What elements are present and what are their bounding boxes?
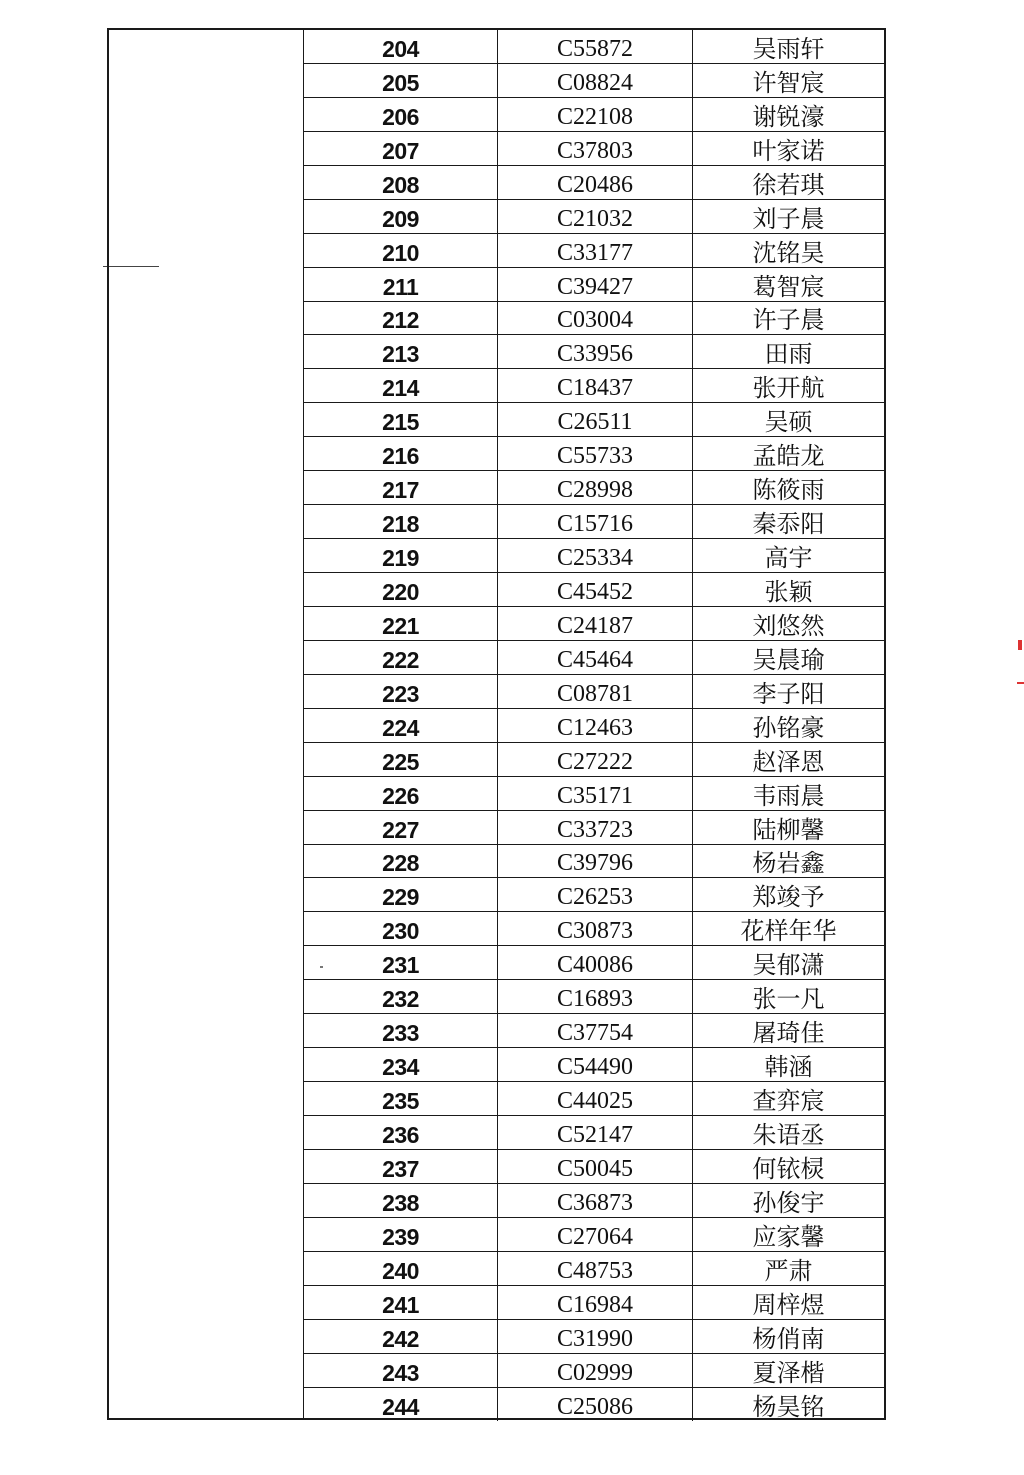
student-name: 张开航	[752, 374, 825, 403]
table-row	[304, 1218, 884, 1252]
student-name: 孙俊宇	[752, 1188, 825, 1217]
student-name: 夏泽楷	[752, 1358, 825, 1387]
row-number: 237	[304, 1150, 498, 1183]
row-number: 239	[304, 1218, 498, 1251]
table-row	[304, 64, 884, 98]
student-name: 严肃	[764, 1256, 813, 1285]
student-name: 叶家诺	[752, 136, 825, 165]
table-row	[304, 200, 884, 234]
student-name: 吴硕	[764, 408, 813, 437]
roster-table	[107, 28, 886, 1420]
row-number: 223	[304, 675, 498, 708]
student-code: C26253	[498, 878, 693, 911]
student-code: C48753	[498, 1252, 693, 1285]
student-code: C26511	[498, 403, 693, 436]
row-number: 236	[304, 1116, 498, 1149]
table-row	[304, 98, 884, 132]
row-number: 205	[304, 64, 498, 97]
student-code: C33956	[498, 335, 693, 368]
student-code: C25334	[498, 539, 693, 572]
student-name: 杨俏南	[752, 1324, 825, 1353]
student-name: 杨岩鑫	[752, 849, 825, 878]
row-number: 243	[304, 1354, 498, 1387]
table-row	[304, 403, 884, 437]
student-code: C27222	[498, 743, 693, 776]
student-name: 孟皓龙	[752, 442, 825, 471]
row-number: 244	[304, 1388, 498, 1422]
row-number: 215	[304, 403, 498, 436]
student-name: 张一凡	[752, 985, 825, 1014]
student-code: C55872	[498, 30, 693, 63]
student-name: 周梓煜	[752, 1290, 825, 1319]
row-number: 212	[304, 302, 498, 335]
scan-mark-red	[1017, 682, 1024, 684]
student-name: 杨昊铭	[752, 1393, 825, 1422]
student-name: 田雨	[764, 340, 813, 369]
student-name: 沈铭昊	[752, 238, 825, 267]
row-number: 234	[304, 1048, 498, 1081]
table-row	[304, 335, 884, 369]
student-name: 何铱棂	[752, 1154, 825, 1183]
student-name: 朱语丞	[752, 1120, 825, 1149]
student-name: 李子阳	[752, 679, 825, 708]
student-code: C25086	[498, 1388, 693, 1422]
table-row	[304, 30, 884, 64]
table-row	[304, 946, 884, 980]
student-name: 赵泽恩	[752, 747, 825, 776]
table-row	[304, 539, 884, 573]
student-code: C37754	[498, 1014, 693, 1047]
row-number: 211	[304, 268, 498, 301]
student-code: C36873	[498, 1184, 693, 1217]
table-row	[304, 1014, 884, 1048]
table-row	[304, 234, 884, 268]
student-name: 谢锐濠	[752, 102, 825, 131]
row-number: 221	[304, 607, 498, 640]
student-code: C18437	[498, 369, 693, 402]
row-number: 226	[304, 777, 498, 810]
student-name: 花样年华	[740, 917, 837, 946]
table-row	[304, 675, 884, 709]
table-row	[304, 166, 884, 200]
table-row	[304, 1286, 884, 1320]
student-code: C21032	[498, 200, 693, 233]
table-row	[304, 912, 884, 946]
student-name: 陈筱雨	[752, 476, 825, 505]
row-number: 207	[304, 132, 498, 165]
row-number: 240	[304, 1252, 498, 1285]
student-code: C03004	[498, 302, 693, 335]
student-name: 孙铭豪	[752, 713, 825, 742]
student-code: C39427	[498, 268, 693, 301]
student-code: C20486	[498, 166, 693, 199]
student-name: 刘子晨	[752, 204, 825, 233]
student-code: C28998	[498, 471, 693, 504]
student-code: C55733	[498, 437, 693, 470]
table-row	[304, 845, 884, 879]
student-name: 葛智宸	[752, 272, 825, 301]
table-row	[304, 302, 884, 336]
table-row	[304, 471, 884, 505]
row-number: 209	[304, 200, 498, 233]
row-number: 224	[304, 709, 498, 742]
student-name: 吴晨瑜	[752, 645, 825, 674]
table-row	[304, 1150, 884, 1184]
row-number: 231	[304, 946, 498, 979]
row-number: 206	[304, 98, 498, 131]
table-row	[304, 505, 884, 539]
table-row	[304, 1252, 884, 1286]
student-name: 韦雨晨	[752, 781, 825, 810]
table-row	[304, 980, 884, 1014]
table-body	[304, 30, 884, 1422]
student-code: C16893	[498, 980, 693, 1013]
student-name: 高宇	[764, 544, 813, 572]
row-number: 220	[304, 573, 498, 606]
row-number: 219	[304, 539, 498, 572]
table-row	[304, 573, 884, 607]
student-code: C54490	[498, 1048, 693, 1081]
student-name: 应家馨	[752, 1222, 825, 1251]
table-row	[304, 1354, 884, 1388]
student-name: 吴雨轩	[752, 34, 825, 63]
student-name: 查弈宸	[752, 1087, 825, 1115]
student-code: C35171	[498, 777, 693, 810]
row-number: 241	[304, 1286, 498, 1319]
student-name: 韩涵	[764, 1053, 813, 1082]
student-code: C02999	[498, 1354, 693, 1387]
row-number: 235	[304, 1082, 498, 1115]
student-code: C24187	[498, 607, 693, 640]
student-code: C44025	[498, 1082, 693, 1115]
student-code: C12463	[498, 709, 693, 742]
row-number: 216	[304, 437, 498, 470]
row-number: 210	[304, 234, 498, 267]
row-number: 227	[304, 811, 498, 844]
table-row	[304, 1082, 884, 1116]
row-number: 233	[304, 1014, 498, 1047]
student-code: C08824	[498, 64, 693, 97]
student-code: C50045	[498, 1150, 693, 1183]
row-number: 238	[304, 1184, 498, 1217]
table-row	[304, 1048, 884, 1082]
student-code: C33723	[498, 811, 693, 844]
table-row	[304, 1320, 884, 1354]
student-code: C15716	[498, 505, 693, 538]
row-number: 230	[304, 912, 498, 945]
student-code: C40086	[498, 946, 693, 979]
student-code: C16984	[498, 1286, 693, 1319]
student-name: 屠琦佳	[752, 1019, 825, 1048]
student-name: 许智宸	[752, 68, 825, 97]
table-row	[304, 709, 884, 743]
student-code: C33177	[498, 234, 693, 267]
merged-side-cell	[109, 30, 304, 1418]
student-name: 徐若琪	[752, 170, 825, 199]
student-name: 吴郁潇	[752, 951, 825, 980]
student-code: C31990	[498, 1320, 693, 1353]
student-name: 秦忝阳	[752, 510, 825, 539]
table-row	[304, 132, 884, 166]
table-row	[304, 1388, 884, 1422]
table-row	[304, 1184, 884, 1218]
student-code: C22108	[498, 98, 693, 131]
student-code: C45452	[498, 573, 693, 606]
student-code: C52147	[498, 1116, 693, 1149]
row-number: 229	[304, 878, 498, 911]
row-number: 232	[304, 980, 498, 1013]
student-name: 张颖	[764, 577, 813, 606]
row-number: 204	[304, 30, 498, 63]
student-code: C30873	[498, 912, 693, 945]
row-number: 217	[304, 471, 498, 504]
row-number: 242	[304, 1320, 498, 1353]
row-number: 214	[304, 369, 498, 402]
table-row	[304, 777, 884, 811]
table-row	[304, 878, 884, 912]
student-name: 陆柳馨	[752, 815, 825, 844]
row-number: 208	[304, 166, 498, 199]
row-number: 225	[304, 743, 498, 776]
student-code: C08781	[498, 675, 693, 708]
table-row	[304, 811, 884, 845]
student-name: 郑竣予	[752, 883, 825, 912]
student-code: C39796	[498, 845, 693, 878]
student-code: C27064	[498, 1218, 693, 1251]
table-row	[304, 743, 884, 777]
table-row	[304, 268, 884, 302]
student-name: 许子晨	[752, 306, 825, 335]
table-row	[304, 641, 884, 675]
row-number: 218	[304, 505, 498, 538]
row-number: 213	[304, 335, 498, 368]
table-row	[304, 369, 884, 403]
student-code: C45464	[498, 641, 693, 674]
row-number: 222	[304, 641, 498, 674]
row-number: 228	[304, 845, 498, 878]
table-row	[304, 1116, 884, 1150]
student-name: 刘悠然	[752, 611, 825, 640]
scan-mark-red	[1018, 640, 1022, 650]
table-row	[304, 607, 884, 641]
student-code: C37803	[498, 132, 693, 165]
table-row	[304, 437, 884, 471]
